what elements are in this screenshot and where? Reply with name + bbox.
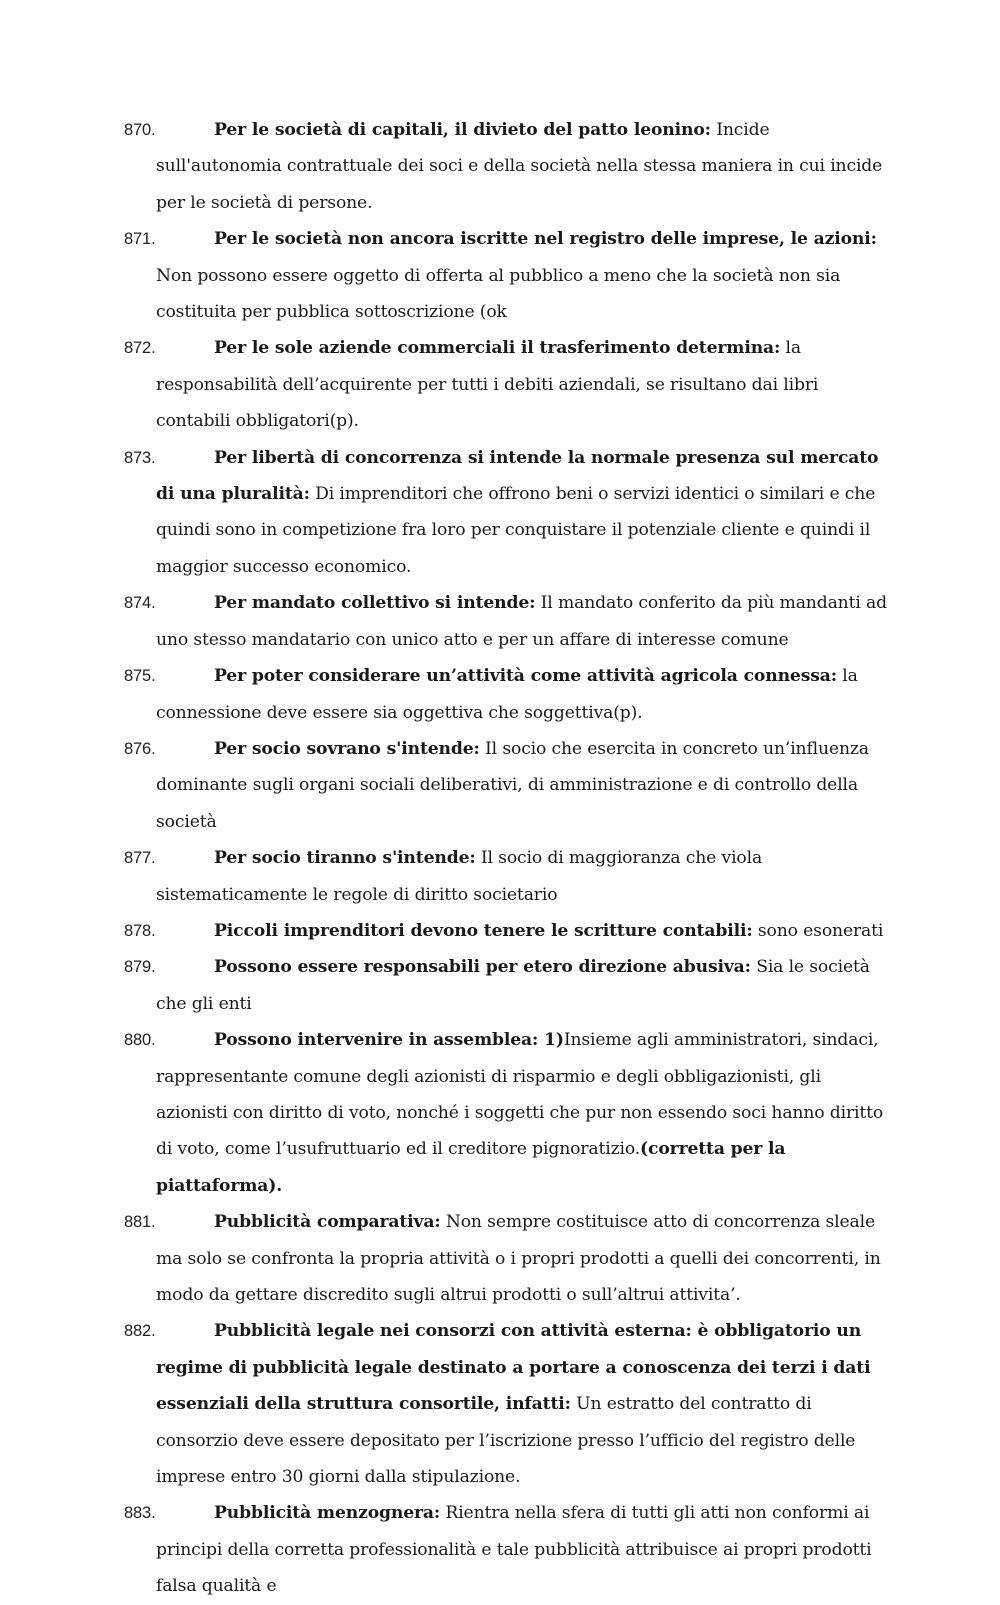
list-item: [124, 731, 889, 840]
entry-question: Per socio tiranno s'intende:: [214, 848, 476, 869]
entry-answer: sono esonerati: [752, 920, 884, 941]
list-item: [124, 1022, 889, 1204]
entry-text: [156, 658, 889, 731]
entry-text: [156, 949, 889, 1022]
entry-question: Possono intervenire in assemblea: 1): [214, 1030, 564, 1051]
entry-text: [156, 585, 889, 658]
entry-question: Per le sole aziende commerciali il trasferimento determina:: [214, 338, 781, 359]
entry-number: 882.: [124, 1322, 156, 1341]
entry-answer: la responsabilità dell’acquirente per tutti i debiti aziendali, se risultano dai libri contabili obbligatori(p).: [156, 338, 819, 432]
entry-question: Pubblicità legale nei consorzi con attività esterna: è obbligatorio un regime di pubblicità legale destinato a portare a conoscenza dei terzi i dati essenziali della struttura consortile, infatti:: [156, 1321, 871, 1415]
entry-answer: Non possono essere oggetto di offerta al pubblico a meno che la società non sia costituita per pubblica sottoscrizione (ok: [156, 265, 841, 323]
entry-number: 876.: [124, 739, 156, 758]
entry-text: [156, 221, 889, 330]
entry-answer: Incide sull'autonomia contrattuale dei soci e della società nella stessa maniera in cui incide per le società di persone.: [156, 120, 883, 213]
entry-number: 875.: [124, 667, 156, 686]
list-item: [124, 913, 889, 949]
entry-text: [156, 1022, 889, 1204]
entry-number: 879.: [124, 958, 156, 977]
entry-number: 881.: [124, 1213, 156, 1232]
entry-note: (corretta per la piattaforma).: [156, 1139, 786, 1196]
entry-answer: Di imprenditori che offrono beni o servizi identici o similari e che quindi sono in competizione fra loro per conquistare il potenziale cliente e quindi il maggior successo economico.: [156, 484, 876, 577]
entry-answer: Il socio che esercita in concreto un’influenza dominante sugli organi sociali deliberativi, di amministrazione e di controllo della società: [156, 738, 869, 832]
list-item: [124, 112, 889, 221]
list-item: [124, 949, 889, 1022]
entry-question: Pubblicità menzognera:: [214, 1503, 441, 1524]
entry-text: [156, 913, 889, 949]
list-item: [124, 1495, 889, 1604]
entry-answer: Il socio di maggioranza che viola sistematicamente le regole di diritto societario: [156, 848, 763, 905]
entry-number: 877.: [124, 849, 156, 868]
list-item: [124, 221, 889, 330]
entry-question: Per le società non ancora iscritte nel registro delle imprese, le azioni:: [214, 229, 877, 250]
entry-question: Per le società di capitali, il divieto del patto leonino:: [214, 120, 711, 140]
entry-question: Possono essere responsabili per etero direzione abusiva:: [214, 957, 751, 978]
entry-question: Per libertà di concorrenza si intende la normale presenza sul mercato di una pluralità:: [156, 447, 879, 505]
entry-list: [124, 112, 889, 1605]
entry-answer: Non sempre costituisce atto di concorrenza sleale ma solo se confronta la propria attività o i propri prodotti a quelli dei concorrenti, in modo da gettare discredito sugli altrui prodotti o sull’altrui attivita’.: [156, 1212, 881, 1305]
entry-question: Per mandato collettivo si intende:: [214, 593, 536, 614]
list-item: [124, 585, 889, 658]
entry-question: Per poter considerare un’attività come attività agricola connessa:: [214, 666, 837, 687]
entry-number: 883.: [124, 1504, 156, 1523]
entry-answer: Sia le società che gli enti: [156, 957, 870, 1014]
entry-question: Pubblicità comparativa:: [214, 1212, 441, 1233]
entry-number: 874.: [124, 594, 156, 613]
entry-answer: Rientra nella sfera di tutti gli atti non conformi ai principi della corretta professionalità e tale pubblicità attribuisce ai propri prodotti falsa qualità e: [156, 1503, 872, 1597]
entry-answer: Un estratto del contratto di consorzio deve essere depositato per l’iscrizione presso l’ufficio del registro delle imprese entro 30 giorni dalla stipulazione.: [156, 1394, 856, 1488]
entry-text: [156, 840, 889, 913]
entry-question: Per socio sovrano s'intende:: [214, 738, 480, 759]
list-item: [124, 658, 889, 731]
entry-number: 870.: [124, 121, 156, 139]
entry-text: [156, 1495, 889, 1604]
entry-number: 873.: [124, 448, 156, 467]
entry-text: [156, 731, 889, 840]
entry-number: 872.: [124, 339, 156, 358]
entry-answer: la connessione deve essere sia oggettiva che soggettiva(p).: [156, 666, 858, 723]
entry-text: [156, 112, 889, 221]
entry-number: 871.: [124, 230, 156, 249]
entry-number: 878.: [124, 921, 156, 940]
entry-answer: Insieme agli amministratori, sindaci, rappresentante comune degli azionisti di risparmio e degli obbligazionisti, gli azionisti con diritto di voto, nonché i soggetti che pur non essendo soci hanno diritto di voto, come l’usufruttuario ed il creditore pignoratizio.: [156, 1030, 884, 1160]
list-item: [124, 1204, 889, 1313]
entry-answer: Il mandato conferito da più mandanti ad uno stesso mandatario con unico atto e per un affare di interesse comune: [156, 593, 887, 650]
entry-text: [156, 1313, 889, 1495]
entry-question: Piccoli imprenditori devono tenere le scritture contabili:: [214, 920, 753, 941]
list-item: [124, 1313, 889, 1495]
list-item: [124, 440, 889, 586]
entry-number: 880.: [124, 1031, 156, 1050]
entry-text: [156, 440, 889, 586]
entry-text: [156, 330, 889, 439]
list-item: [124, 330, 889, 439]
list-item: [124, 840, 889, 913]
entry-text: [156, 1204, 889, 1313]
